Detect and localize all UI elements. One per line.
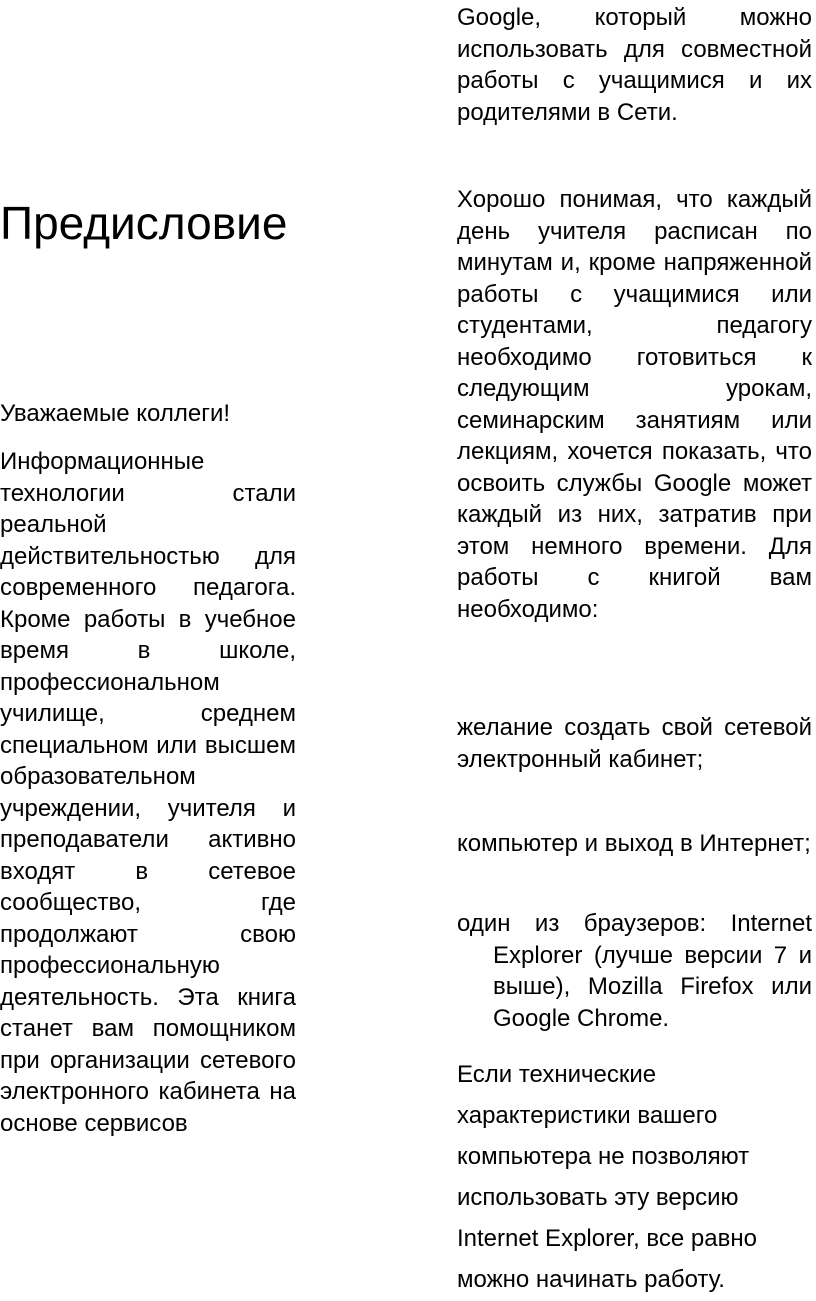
closing-paragraph: Если технические характеристики вашего компьютера не позволяют использовать эту версию Internet Explorer, все равно можно начинать работу. [457, 1061, 757, 1293]
intro-paragraph: Информационные технологии стали реальной действительностью для современного педагога. Кроме работы в учебное время в школе, профессиональном училище, среднем специальном или высшем образовательном учреждении, учителя и преподаватели активно входят в сетевое сообщество, где продолжают свою профессиональную деятельность. Эта книга станет вам помощником при организации сетевого электронного кабинета на основе сервисов [0, 448, 296, 1137]
greeting: Уважаемые коллеги! [0, 400, 231, 427]
motivation-paragraph: Хорошо понимая, что каждый день учителя расписан по минутам и, кроме напряженной работы с учащимися или студентами, педагогу необходимо готовиться к следующим урокам, семинарским занятиям или лекциям, хочется показать, что освоить службы Google может каждый из них, затратив при этом немного времени. Для работы с книгой вам необходимо: [457, 186, 812, 623]
requirement-item: один из браузеров: Internet Explorer (лучше версии 7 и выше), Mozilla Firefox или Google Chrome. [457, 910, 812, 1032]
page-title: Предисловие [0, 197, 288, 249]
continued-paragraph: Google, который можно использовать для совместной работы с учащимися и их родителями в Сети. [457, 4, 812, 126]
requirement-item: компьютер и выход в Интернет; [457, 830, 811, 857]
requirement-item: желание создать свой сетевой электронный кабинет; [457, 714, 812, 773]
